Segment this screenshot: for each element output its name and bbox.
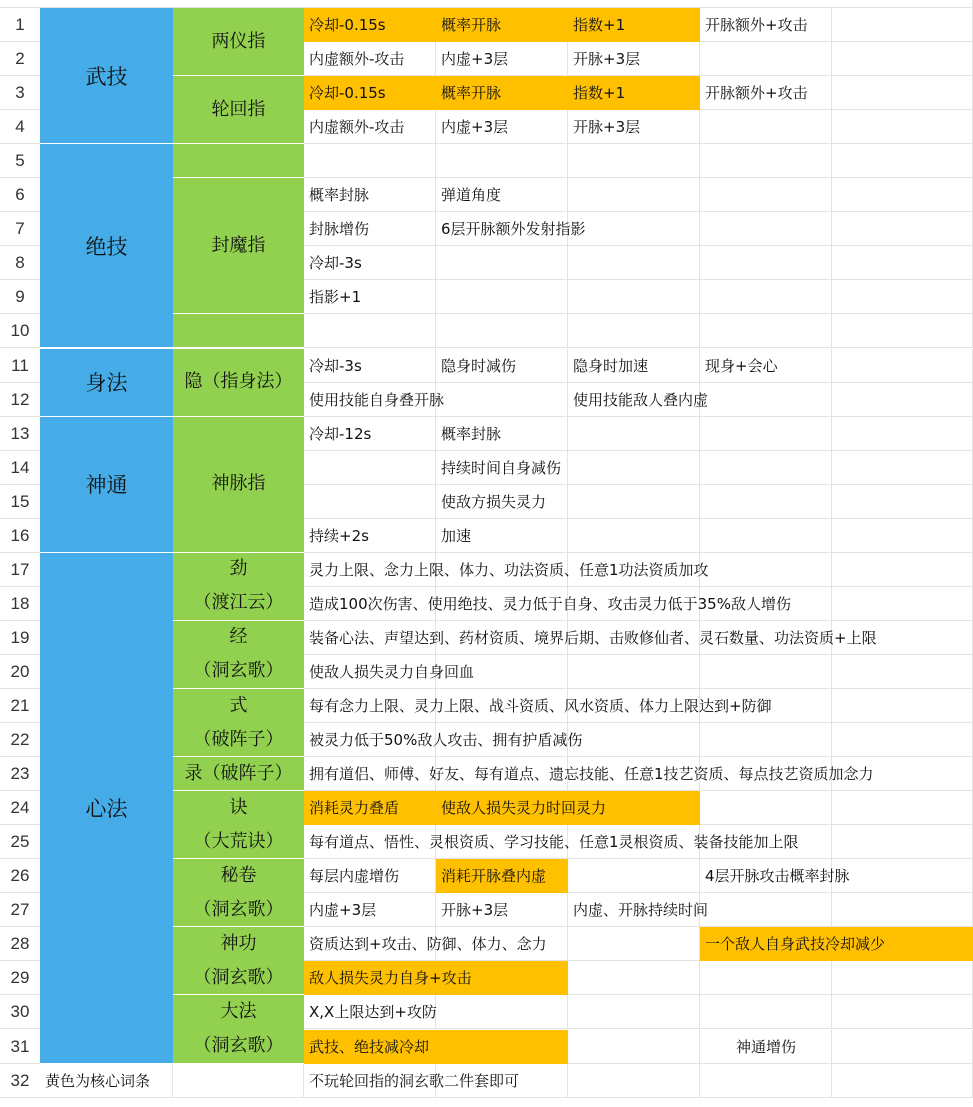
grid-cell[interactable] [832,314,973,348]
grid-cell[interactable] [700,246,832,280]
grid-cell[interactable] [832,995,973,1029]
grid-cell[interactable] [304,314,436,348]
stat-cell[interactable]: 使用技能自身叠开脉 [309,390,445,409]
row-number[interactable]: 24 [0,791,40,825]
row-number[interactable]: 31 [0,1030,40,1064]
grid-cell[interactable] [832,76,973,110]
grid-cell[interactable] [568,723,700,757]
grid-cell[interactable] [700,995,832,1029]
core-stat-cell[interactable]: 一个敌人自身武技冷却减少 [700,927,973,961]
grid-cell[interactable] [568,995,700,1029]
stat-cell[interactable]: 概率封脉 [309,186,370,205]
row-number[interactable]: 28 [0,927,40,961]
skill-cell[interactable] [173,178,304,314]
skill-source: （洞玄歌） [193,660,284,682]
grid-cell[interactable] [832,1030,973,1064]
grid-cell[interactable] [700,280,832,314]
row-number[interactable]: 32 [0,1064,40,1098]
row-number[interactable]: 29 [0,961,40,995]
row-number[interactable]: 22 [0,723,40,757]
stat-cell[interactable]: 内虚+3层 [309,901,377,920]
grid-cell[interactable] [568,314,700,348]
row-number[interactable]: 3 [0,76,40,110]
skill-name: 劲 [229,558,248,580]
skill-source: （大荒诀） [193,830,284,852]
legend-note[interactable]: 黄色为核心词条 [45,1071,151,1090]
stat-cell[interactable]: 隐身时加速 [573,356,649,375]
grid-cell[interactable] [436,314,568,348]
skill-name: 大法 [220,1000,257,1022]
grid-cell[interactable] [304,144,436,178]
category-cell[interactable] [40,349,173,417]
skill-cell[interactable] [173,689,304,757]
grid-cell[interactable] [568,927,700,961]
skill-name: 秘卷 [220,864,257,886]
grid-cell[interactable] [700,1064,832,1098]
skill-cell[interactable] [173,76,304,144]
stat-cell[interactable]: 弹道角度 [441,186,502,205]
stat-cell[interactable]: 内虚+3层 [441,118,509,137]
stat-cell[interactable]: 概率封脉 [441,424,502,443]
row-number[interactable]: 12 [0,383,40,417]
stat-cell[interactable]: 被灵力低于50%敌人攻击、拥有护盾减伤 [309,731,583,750]
core-stat-cell[interactable]: 概率开脉 [436,76,568,110]
skill-source: （渡江云） [193,592,284,614]
core-stat-cell[interactable]: 消耗灵力叠盾 [304,791,436,825]
core-stat-cell[interactable]: 冷却-0.15s [304,76,436,110]
stat-cell[interactable]: 不玩轮回指的洞玄歌二件套即可 [309,1071,520,1090]
grid-cell[interactable] [700,655,832,689]
stat-cell[interactable]: 隐身时减伤 [441,356,517,375]
skill-name: 两仪指 [211,30,266,52]
skill-cell[interactable] [173,995,304,1063]
grid-cell[interactable] [832,42,973,76]
stat-cell[interactable]: 每有道点、悟性、灵根资质、学习技能、任意1灵根资质、装备技能加上限 [309,833,799,852]
stat-cell[interactable]: 6层开脉额外发射指影 [441,220,586,239]
grid-cell[interactable] [700,110,832,144]
row-number[interactable]: 13 [0,417,40,451]
skill-source: （洞玄歌） [193,966,284,988]
grid-cell[interactable] [832,961,973,995]
row-number[interactable]: 5 [0,144,40,178]
grid-cell[interactable] [568,451,700,485]
skill-cell[interactable] [173,314,304,348]
stat-cell[interactable]: 冷却-3s [309,254,362,273]
stat-cell[interactable]: 持续时间自身减伤 [441,458,562,477]
skill-name: 经 [229,626,248,648]
stat-cell[interactable]: 4层开脉攻击概率封脉 [705,867,850,886]
grid-cell[interactable] [436,383,568,417]
grid-cell[interactable] [568,280,700,314]
grid-cell[interactable] [700,553,832,587]
category-label: 心法 [85,796,128,821]
skill-cell[interactable] [173,8,304,76]
grid-cell[interactable] [700,485,832,519]
row-number[interactable]: 2 [0,42,40,76]
core-stat-cell[interactable]: 冷却-0.15s [304,8,436,42]
grid-cell[interactable] [832,144,973,178]
skill-name: 轮回指 [211,98,266,120]
grid-cell[interactable] [568,485,700,519]
stat-cell[interactable]: 拥有道侣、师傅、好友、每有道点、遗忘技能、任意1技艺资质、每点技艺资质加念力 [309,765,874,784]
stat-cell[interactable]: X,X上限达到+攻防 [309,1003,437,1022]
row-number[interactable]: 17 [0,553,40,587]
skill-cell[interactable] [173,349,304,417]
stat-cell[interactable]: 指影+1 [309,288,362,307]
stat-cell[interactable]: 每层内虚增伤 [309,867,400,886]
stat-cell[interactable]: 开脉额外+攻击 [705,84,808,103]
grid-cell[interactable] [832,553,973,587]
skill-name: 隐（指身法） [184,371,293,393]
stat-cell[interactable]: 造成100次伤害、使用绝技、灵力低于自身、攻击灵力低于35%敌人增伤 [309,594,791,613]
skill-cell[interactable] [173,417,304,553]
grid-cell[interactable] [700,893,832,927]
grid-cell[interactable] [832,723,973,757]
grid-cell[interactable] [700,519,832,553]
stat-cell[interactable]: 开脉+3层 [441,901,509,920]
stat-cell[interactable]: 冷却-3s [309,356,362,375]
stat-cell[interactable]: 使敌方损失灵力 [441,492,547,511]
core-stat-cell[interactable]: 使敌人损失灵力时回灵力 [436,791,700,825]
row-number[interactable]: 26 [0,859,40,893]
stat-cell[interactable]: 开脉+3层 [573,50,641,69]
grid-cell[interactable] [700,451,832,485]
grid-cell[interactable] [436,280,568,314]
grid-cell[interactable] [568,1064,700,1098]
grid-cell[interactable] [568,961,700,995]
stat-cell[interactable]: 内虚额外-攻击 [309,50,405,69]
grid-cell[interactable] [568,519,700,553]
core-stat-cell[interactable]: 指数+1 [568,8,700,42]
grid-cell[interactable] [304,485,436,519]
stat-cell[interactable]: 加速 [441,526,472,545]
grid-cell[interactable] [832,689,973,723]
row-number[interactable]: 25 [0,825,40,859]
category-cell[interactable] [40,8,173,144]
row-number[interactable]: 15 [0,485,40,519]
category-cell[interactable] [40,417,173,553]
skill-name: 诀 [229,796,248,818]
skill-cell[interactable] [173,621,304,689]
grid-cell[interactable] [700,144,832,178]
grid-cell[interactable] [436,995,568,1029]
grid-cell[interactable] [700,178,832,212]
row-number[interactable]: 7 [0,212,40,246]
stat-cell[interactable]: 封脉增伤 [309,220,370,239]
grid-cell[interactable] [700,723,832,757]
grid-cell[interactable] [832,1064,973,1098]
stat-cell[interactable]: 开脉额外+攻击 [705,16,808,34]
row-number[interactable]: 20 [0,655,40,689]
skill-name: 式 [229,694,248,716]
grid-cell[interactable] [832,519,973,553]
row-number[interactable]: 10 [0,314,40,348]
row-number[interactable]: 9 [0,280,40,314]
stat-cell[interactable]: 冷却-12s [309,424,372,443]
stat-cell[interactable]: 灵力上限、念力上限、体力、功法资质、任意1功法资质加攻 [309,560,709,579]
category-label: 绝技 [85,234,128,259]
stat-cell[interactable]: 开脉+3层 [573,118,641,137]
grid-cell[interactable] [832,655,973,689]
row-number[interactable]: 30 [0,995,40,1029]
row-number[interactable]: 1 [0,8,40,42]
grid-cell[interactable] [832,212,973,246]
grid-cell[interactable] [700,791,832,825]
row-number[interactable]: 19 [0,621,40,655]
grid-cell[interactable] [832,825,973,859]
grid-cell[interactable] [568,859,700,893]
grid-cell[interactable] [700,42,832,76]
grid-cell[interactable] [832,791,973,825]
grid-cell[interactable] [832,246,973,280]
skill-cell[interactable] [173,859,304,927]
sheet-top-edge [0,0,973,8]
category-cell[interactable] [40,144,173,348]
skill-name: 神功 [220,932,257,954]
grid-cell[interactable] [700,212,832,246]
core-stat-cell[interactable]: 武技、绝技减冷却 [304,1030,568,1064]
grid-cell[interactable] [832,8,973,42]
stat-cell[interactable]: 装备心法、声望达到、药材资质、境界后期、击败修仙者、灵石数量、功法资质+上限 [309,628,877,647]
skill-source: （洞玄歌） [193,1034,284,1056]
row-number[interactable]: 4 [0,110,40,144]
skill-name: 封魔指 [211,234,266,256]
core-stat-cell[interactable]: 概率开脉 [436,8,568,42]
category-label: 身法 [85,371,128,396]
grid-cell[interactable] [304,451,436,485]
grid-cell[interactable] [568,178,700,212]
grid-cell[interactable] [832,451,973,485]
skill-cell[interactable] [173,927,304,995]
row-number[interactable]: 14 [0,451,40,485]
skill-source: （洞玄歌） [193,898,284,920]
row-number[interactable]: 23 [0,757,40,791]
grid-cell[interactable] [436,246,568,280]
grid-cell[interactable] [832,110,973,144]
row-number[interactable]: 11 [0,349,40,383]
grid-cell[interactable] [832,280,973,314]
skill-name: 神脉指 [211,473,266,495]
row-number[interactable]: 18 [0,587,40,621]
grid-cell[interactable] [700,961,832,995]
core-stat-cell[interactable]: 消耗开脉叠内虚 [436,859,568,893]
stat-cell[interactable]: 现身+会心 [705,356,778,375]
stat-cell[interactable]: 内虚、开脉持续时间 [573,901,709,920]
skill-cell[interactable] [173,553,304,621]
grid-cell[interactable] [173,1064,304,1098]
grid-cell[interactable] [568,417,700,451]
grid-cell[interactable] [832,859,973,893]
row-number[interactable]: 27 [0,893,40,927]
skill-cell[interactable] [173,144,304,178]
stat-cell[interactable]: 持续+2s [309,526,369,545]
skill-name: 录（破阵子） [184,762,293,784]
core-stat-cell[interactable]: 指数+1 [568,76,700,110]
grid-cell[interactable] [832,485,973,519]
grid-cell[interactable] [832,349,973,383]
stat-cell[interactable]: 神通增伤 [735,1037,796,1056]
grid-cell[interactable] [832,383,973,417]
stat-cell[interactable]: 每有念力上限、灵力上限、战斗资质、风水资质、体力上限达到+防御 [309,697,772,715]
grid-cell[interactable] [568,212,700,246]
skill-source: （破阵子） [193,728,284,750]
stat-cell[interactable]: 使用技能敌人叠内虚 [573,390,709,409]
row-number[interactable]: 21 [0,689,40,723]
row-number[interactable]: 8 [0,246,40,280]
category-label: 武技 [85,64,128,89]
grid-cell[interactable] [700,314,832,348]
grid-cell[interactable] [832,587,973,621]
skill-cell[interactable] [173,791,304,859]
grid-cell[interactable] [568,246,700,280]
grid-cell[interactable] [832,417,973,451]
category-cell[interactable] [40,553,173,1064]
grid-cell[interactable] [436,144,568,178]
grid-cell[interactable] [568,655,700,689]
grid-cell[interactable] [700,383,832,417]
grid-cell[interactable] [832,178,973,212]
stat-cell[interactable]: 内虚+3层 [441,50,509,69]
grid-cell[interactable] [832,893,973,927]
category-label: 神通 [85,473,128,498]
stat-cell[interactable]: 内虚额外-攻击 [309,118,405,137]
grid-cell[interactable] [568,1030,700,1064]
grid-cell[interactable] [700,417,832,451]
skill-cell[interactable] [173,757,304,791]
stat-cell[interactable]: 使敌人损失灵力自身回血 [309,662,475,681]
stat-cell[interactable]: 资质达到+攻击、防御、体力、念力 [309,935,547,954]
core-stat-cell[interactable]: 敌人损失灵力自身+攻击 [304,961,568,995]
row-number[interactable]: 16 [0,519,40,553]
row-number[interactable]: 6 [0,178,40,212]
grid-cell[interactable] [568,144,700,178]
